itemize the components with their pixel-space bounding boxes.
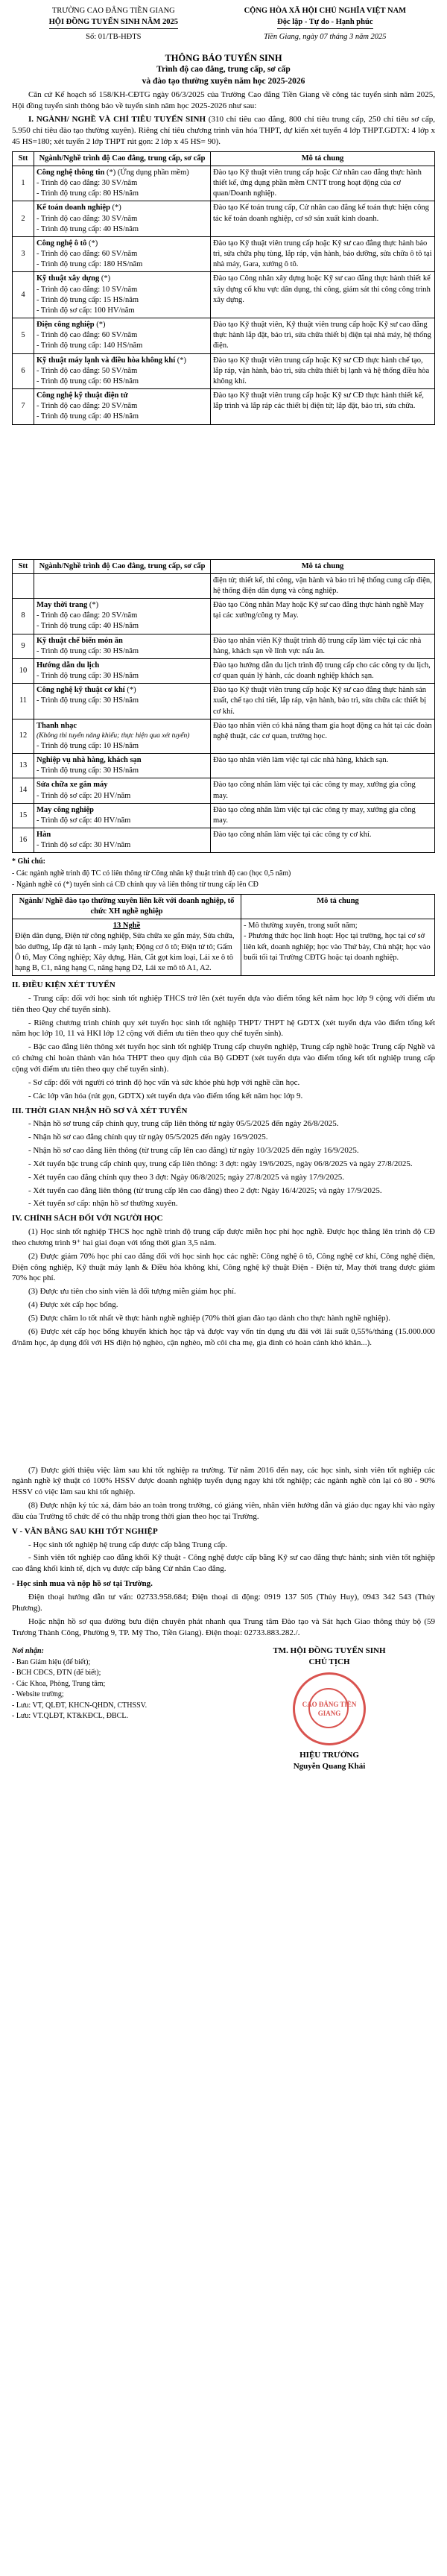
row-description: Đào tạo Kỹ thuật viên trung cấp hoặc Kỹ sư CĐ thực hành chế tạo, lắp ráp, vận hành, bảo trì, sửa chữa thiết bị lạnh và hệ thống điều hòa không khí. (211, 353, 435, 389)
program-quota: - Trình độ trung cấp: 140 HS/năm (37, 341, 143, 350)
row-description: Đào tạo Kỹ thuật viên trung cấp hoặc Kỹ sư cao đẳng thực hành sản xuất, chế tạo chi tiết, lắp ráp, vận hành, bảo trì, sửa chữa các thiết bị cơ khí. (211, 684, 435, 719)
program-name: Công nghệ kỹ thuật cơ khí (37, 686, 125, 695)
section-3-item: - Xét tuyển cao đẳng chính quy theo 3 đợt: Ngày 06/8/2025; ngày 27/8/2025 và ngày 17/9/2025. (28, 1172, 345, 1182)
row-description: Đào tạo công nhân làm việc tại các công ty may, xưởng gia công may. (211, 803, 435, 828)
row-stt: 1 (13, 166, 34, 201)
table-row (13, 778, 435, 803)
program-quota: - Trình độ trung cấp: 30 HS/năm (37, 672, 139, 681)
program-name: May thời trang (37, 601, 88, 610)
header-stt: Stt (13, 151, 34, 166)
recipient: - Các Khoa, Phòng, Trung tâm; (12, 1679, 106, 1688)
program-extra: (*) (127, 686, 136, 695)
program-extra: (*) (89, 601, 99, 610)
table-row-continued (13, 573, 435, 598)
row-stt: 3 (13, 236, 34, 272)
section-5-item: - Sinh viên tốt nghiệp cao đẳng khối Kỹ thuật - Công nghệ được cấp bằng Kỹ sư cao đẳng thực hành; sinh viên tốt nghiệp cao đẳng khối kinh tế, dịch vụ được cấp bằng Cử nhân Cao đẳng. (12, 1553, 435, 1574)
section-4-item: (7) Được giới thiệu việc làm sau khi tốt nghiệp ra trường. Từ năm 2016 đến nay, các học sinh, sinh viên tốt nghiệp các ngành nghề kỹ thuật có 100% HSSV được doanh nghiệp tuyển dụng ngay khi tốt nghiệp; các ngành nghề còn lại có 80 - 90% HSSV có việc làm sau khi tốt nghiệp. (12, 1465, 435, 1497)
program-extra: (*) (177, 356, 187, 365)
note-line: - Ngành nghề có (*) tuyển sinh cả CĐ chính quy và liên thông từ trung cấp lên CĐ (12, 881, 259, 889)
program-quota: - Trình độ cao đẳng: 10 SV/năm (37, 285, 138, 294)
header-program: Ngành/Nghề trình độ Cao đẳng, trung cấp, sơ cấp (34, 151, 211, 166)
program-quota: - Trình độ trung cấp: 60 HS/năm (37, 377, 139, 385)
section-1 (12, 114, 435, 148)
row-program (34, 753, 211, 778)
notes-heading (12, 857, 435, 867)
document-number: Số: 01/TB-HĐTS (86, 33, 142, 42)
notice-subtitle-1: Trình độ cao đẳng, trung cấp, sơ cấp (156, 65, 291, 75)
program-quota: - Trình độ trung cấp: 40 HS/năm (37, 622, 139, 631)
page-break-space (12, 429, 435, 555)
section-4-heading: IV. CHÍNH SÁCH ĐỐI VỚI NGƯỜI HỌC (12, 1214, 163, 1224)
table-row (13, 803, 435, 828)
program-name: Nghiệp vụ nhà hàng, khách sạn (37, 755, 142, 764)
program-name: Công nghệ kỹ thuật điện tử (37, 391, 128, 400)
section-4-item: (6) Được xét cấp học bổng khuyến khích học tập và được vay vốn tín dụng ưu đãi với lãi suất 0,55%/tháng (15.000.000 đ/năm học, áp dụng đối với HS điện hộ nghèo, cận nghèo, mồ côi cha mẹ, gia đình có hoàn cảnh khó khăn...). (12, 1326, 435, 1347)
program-quota: - Trình độ trung cấp: 80 HS/năm (37, 189, 139, 198)
program-quota: - Trình độ trung cấp: 30 HS/năm (37, 696, 139, 705)
description-line: - Phương thức học linh hoạt: Học tại trường, học tại cơ sở liên kết, doanh nghiệp; học vào Thứ bảy, Chủ nhật; học vào buổi tối tại Trường CĐTG hoặc tại doanh nghiệp. (244, 932, 431, 962)
program-name: Hướng dẫn du lịch (37, 661, 100, 670)
contact-phones: Điện thoại hướng dẫn tư vấn: 02733.958.684; Điện thoại di động: 0919 137 505 (Thủy Huy), 0943 342 543 (Thủy Phương). (12, 1592, 435, 1613)
row-description: Đào tạo hướng dẫn du lịch trình độ trung cấp cho các công ty du lịch, cơ quan quản lý hành, các doanh nghiệp khách sạn. (211, 658, 435, 683)
section-4-item: (8) Được nhận ký túc xá, đảm bảo an toàn trong trường, có giảng viên, nhân viên hướng dẫn và giáo dục ngay khi vào ngày đầu của Trường tổ chức để có thu nhập trong thời gian theo học tại Trường. (12, 1501, 435, 1521)
section-4-item: (1) Học sinh tốt nghiệp THCS học nghề trình độ trung cấp được miễn học phí học nghề. Được học thẳng lên trình độ CĐ theo chương trình 9⁺ hai giai đoạn với tổng thời gian 3,5 năm. (12, 1227, 435, 1247)
stamp-text: CAO ĐẲNG TIỀN GIANG (302, 1701, 357, 1718)
section-5-item: - Học sinh tốt nghiệp hệ trung cấp được cấp bằng Trung cấp. (28, 1540, 227, 1549)
program-name: Kỹ thuật xây dựng (37, 274, 100, 283)
table-row (13, 828, 435, 853)
table-row (13, 684, 435, 719)
table-row (13, 634, 435, 658)
program-name: Công nghệ ô tô (37, 239, 87, 248)
program-extra: (*) (Ứng dụng phần mềm) (106, 168, 189, 177)
program-extra: (*) (112, 204, 121, 212)
national-title: CỘNG HÒA XÃ HỘI CHỦ NGHĨA VIỆT NAM (244, 7, 407, 15)
row-description: Đào tạo Kế toán trung cấp, Cử nhân cao đẳng kế toán thực hiện công tác kế toán doanh nghiệp, cơ sở sản xuất kinh doanh. (211, 201, 435, 237)
row-description: Đào tạo Kỹ thuật viên trung cấp hoặc Kỹ sư cao đẳng thực hành bảo trì, sửa chữa phụ tùng, lắp ráp, vận hành, bảo dưỡng, sửa chữa ô tô tại nhà máy, Gara, xưởng ô tô. (211, 236, 435, 272)
program-quota: - Trình độ sơ cấp: 30 HV/năm (37, 841, 131, 850)
row-stt: 15 (13, 803, 34, 828)
row-stt: 4 (13, 272, 34, 318)
recipient: - Lưu: VT, QLĐT, KHCN-QHDN, CTHSSV. (12, 1701, 148, 1710)
section-3-item: - Xét tuyển bậc trung cấp chính quy, trung cấp liên thông: 3 đợt: ngày 19/6/2025, ngày 06/8/2025 và ngày 27/8/2025. (28, 1159, 413, 1168)
signature-block (12, 1646, 435, 1772)
table-row (13, 318, 435, 354)
program-extra: (*) (101, 274, 111, 283)
program-quota: - Trình độ trung cấp: 30 HS/năm (37, 766, 139, 775)
row-description: Đào tạo nhân viên có khả năng tham gia hoạt động ca hát tại các đoàn nghệ thuật, các cơ quan, trường học. (211, 719, 435, 753)
school-name: TRƯỜNG CAO ĐẲNG TIỀN GIANG (51, 7, 175, 15)
row-description: điện tử; thiết kế, thi công, vận hành và bảo trì hệ thống cung cấp điện, hệ thống điện dân dụng và công nghiệp. (211, 573, 435, 598)
program-name: Sửa chữa xe gắn máy (37, 781, 108, 790)
program-quota: - Trình độ sơ cấp: 100 HV/năm (37, 306, 135, 315)
program-quota: - Trình độ cao đẳng: 60 SV/năm (37, 250, 138, 259)
row-program (34, 634, 211, 658)
row-stt: 11 (13, 684, 34, 719)
table-row (13, 201, 435, 237)
row-program (34, 719, 211, 753)
section-2-heading: II. ĐIỀU KIỆN XÉT TUYỂN (12, 980, 115, 990)
row-program (34, 166, 211, 201)
header-stt: Stt (13, 559, 34, 573)
table-row (13, 919, 435, 976)
table-row (13, 753, 435, 778)
program-name: Thanh nhạc (37, 721, 77, 730)
section-6-heading: - Học sinh mua và nộp hồ sơ tại Trường. (12, 1579, 153, 1589)
section-4-item: (2) Được giảm 70% học phí cao đẳng đối với học sinh học các nghề: Công nghệ ô tô, Công nghệ cơ khí, Công nghệ điện, Điện công nghiệp, Kỹ thuật máy lạnh & Điều hòa không khí, Công nghệ kỹ thuật Điện - Điện tử, May thời trang được giảm 70% học phí. (12, 1251, 435, 1283)
official-stamp-icon (293, 1672, 366, 1745)
signatory (224, 1646, 435, 1772)
table-row (13, 166, 435, 201)
recipients-list (12, 1646, 203, 1772)
row-program (34, 599, 211, 634)
section-1-body: (310 chỉ tiêu cao đẳng, 800 chỉ tiêu trung cấp, 250 chỉ tiêu sơ cấp, 5.950 chỉ tiêu đào tạo thường xuyên). Riêng chỉ tiêu chương trình văn hóa THPT, dự kiến xét tuyển 4 lớp THPT.GDTX: 4 lớp x 45 HS=180; xét tuyển 2 lớp THPT rút gọn: 2 lớp x 45 HS= 90). (12, 115, 435, 146)
row-description: Đào tạo Công nhân xây dựng hoặc Kỹ sư cao đẳng thực hành thiết kế xây dựng cố khu vực dân dụng, thi công, giám sát thi công công trình xây dựng. (211, 272, 435, 318)
signatory-position: HIỆU TRƯỞNG (299, 1751, 359, 1760)
section-2-item: - Riêng chương trình chính quy xét tuyển học sinh tốt nghiệp THPT/ THPT hệ GDTX (xét tuyển dựa vào điểm tổng kết năm học lớp 10, 11 và HKI lớp 12 cộng với điểm ưu tiên theo quy chế tuyển sinh). (12, 1018, 435, 1039)
national-motto: Độc lập - Tự do - Hạnh phúc (277, 17, 372, 29)
recipient: - Ban Giám hiệu (để biết); (12, 1657, 91, 1666)
program-name: Kỹ thuật chế biến món ăn (37, 636, 123, 645)
program-quota: - Trình độ trung cấp: 40 HS/năm (37, 224, 139, 233)
row-description (241, 919, 435, 976)
row-description: Đào tạo Công nhân May hoặc Kỹ sư cao đẳng thực hành nghề May tại các xưởng/công ty May. (211, 599, 435, 634)
program-quota: - Trình độ trung cấp: 10 HS/năm (37, 741, 139, 750)
row-program (34, 803, 211, 828)
row-stt: 12 (13, 719, 34, 753)
row-program (34, 353, 211, 389)
table-row (13, 353, 435, 389)
section-2-item: - Các lớp văn hóa (rút gọn, GDTX) xét tuyển dựa vào điểm tổng kết năm học lớp 9. (28, 1091, 303, 1100)
letterhead (12, 6, 435, 43)
signatory-title: CHỦ TỊCH (308, 1657, 350, 1667)
header-program: Ngành/Nghề trình độ Cao đẳng, trung cấp, sơ cấp (34, 559, 211, 573)
council-name: HỘI ĐỒNG TUYỂN SINH NĂM 2025 (49, 17, 178, 29)
signatory-role: TM. HỘI ĐỒNG TUYỂN SINH (273, 1646, 386, 1656)
program-name: Kỹ thuật máy lạnh và điều hòa không khí (37, 356, 176, 365)
notice-page (12, 0, 435, 1778)
letterhead-left (12, 6, 215, 43)
header-description: Mô tả chung (211, 559, 435, 573)
program-quota: - Trình độ trung cấp: 30 HS/năm (37, 646, 139, 655)
row-program (34, 272, 211, 318)
recipient: - Lưu: VT.QLĐT, KT&KĐCL, ĐBCL. (12, 1712, 128, 1721)
program-quota: - Trình độ trung cấp: 40 HS/năm (37, 412, 139, 421)
intro-paragraph: Căn cứ Kế hoạch số 158/KH-CĐTG ngày 06/3/2025 của Trường Cao đẳng Tiền Giang về công tác tuyển sinh năm 2025, Hội đồng tuyển sinh thông báo về tuyển sinh năm học 2025-2026 như sau: (12, 90, 435, 111)
programs-table-2 (12, 559, 435, 854)
program-name: Hàn (37, 831, 51, 840)
program-quota: - Trình độ cao đẳng: 20 SV/năm (37, 611, 138, 620)
section-4-item: (3) Được ưu tiên cho sinh viên là đối tượng miễn giảm học phí. (28, 1287, 236, 1297)
section-2-item: - Sơ cấp: đối với người có trình độ học vấn và sức khỏe phù hợp với nghề cần học. (28, 1077, 300, 1087)
row-stt: 16 (13, 828, 34, 853)
row-program (34, 201, 211, 237)
recipient: - Website trường; (12, 1690, 64, 1699)
row-program (34, 828, 211, 853)
row-program (13, 919, 241, 976)
signatory-name: Nguyễn Quang Khải (293, 1761, 366, 1771)
section-2-item: - Trung cấp: đối với học sinh tốt nghiệp THCS trở lên (xét tuyển dựa vào điểm tổng kết năm học lớp 9 cộng với điểm ưu tiên theo Quy chế tuyển sinh). (12, 993, 435, 1014)
table-header (13, 151, 435, 166)
table-header (13, 894, 435, 919)
recipient: - BCH CĐCS, ĐTN (để biết); (12, 1669, 101, 1678)
row-program (34, 389, 211, 425)
section-4-item: (5) Được chăm lo tốt nhất về thực hành nghề nghiệp (70% thời gian đào tạo dành cho thực hành nghề nghiệp). (28, 1314, 390, 1323)
table-row (13, 236, 435, 272)
table-header (13, 559, 435, 573)
row-program (34, 318, 211, 354)
letterhead-right (215, 6, 435, 43)
header-description: Mô tả chung (211, 151, 435, 166)
section-3-item: - Xét tuyển sơ cấp: nhận hồ sơ thường xuyên. (28, 1199, 178, 1209)
program-name: Điện công nghiệp (37, 321, 95, 330)
row-stt: 14 (13, 778, 34, 803)
page-break-space (12, 1351, 435, 1463)
row-description: Đào tạo nhân viên làm việc tại các nhà hàng, khách sạn. (211, 753, 435, 778)
row-description: Đào tạo công nhân làm việc tại các công ty cơ khí. (211, 828, 435, 853)
row-stt: 8 (13, 599, 34, 634)
row-program (34, 778, 211, 803)
row-stt: 2 (13, 201, 34, 237)
table-row (13, 719, 435, 753)
section-5-heading: V - VĂN BẰNG SAU KHI TỐT NGHIỆP (12, 1526, 158, 1536)
program-quota: - Trình độ sơ cấp: 20 HV/năm (37, 791, 131, 800)
row-description: Đào tạo công nhân làm việc tại các công ty may, xưởng gia công may. (211, 778, 435, 803)
row-program (34, 236, 211, 272)
row-stt: 5 (13, 318, 34, 354)
header-description: Mô tả chung (241, 894, 435, 919)
section-1-heading: I. NGÀNH/ NGHỀ VÀ CHỈ TIÊU TUYỂN SINH (28, 115, 206, 125)
program-quota: - Trình độ cao đẳng: 30 SV/năm (37, 178, 138, 187)
program-quota: - Trình độ trung cấp: 180 HS/năm (37, 260, 143, 269)
recipients-title: Nơi nhận: (12, 1647, 44, 1656)
row-stt: 10 (13, 658, 34, 683)
row-program (34, 684, 211, 719)
table-row (13, 658, 435, 683)
row-description: Đào tạo Kỹ thuật viên trung cấp hoặc Kỹ sư CĐ thực hành thiết kế, lắp trình và lắp ráp các thiết bị điện tử; lắp đặt, bảo trì, sửa chữa. (211, 389, 435, 425)
program-list: Điện dân dụng, Điện tử công nghiệp, Sửa chữa xe gắn máy, Sửa chữa, bảo dưỡng, lắp đặt tủ lạnh - máy lạnh; Động cơ ô tô; Điện tử tô; Gấm Ô tô, May Công nghiệp; Xây dựng, Hàn, Cắt gọt kim loại, Lái xe ô tô hạng B, C1, nâng hạng C, nâng hạng D2, Lái xe mô tô A1, A2. (15, 932, 235, 972)
table-row (13, 389, 435, 425)
program-name: Kế toán doanh nghiệp (37, 204, 110, 212)
program-name: Công nghệ thông tin (37, 168, 105, 177)
issue-date: Tiền Giang, ngày 07 tháng 3 năm 2025 (264, 33, 387, 42)
row-stt: 13 (13, 753, 34, 778)
notes-label: * Ghi chú: (12, 857, 46, 866)
program-extra: (*) (96, 321, 106, 330)
table-row (13, 272, 435, 318)
program-extra: (Không thi tuyển năng khiếu; thực hiện qua xét tuyển) (37, 732, 190, 740)
row-program (34, 658, 211, 683)
program-quota: - Trình độ cao đẳng: 50 SV/năm (37, 366, 138, 375)
row-stt: 9 (13, 634, 34, 658)
program-quota: - Trình độ cao đẳng: 20 SV/năm (37, 402, 138, 411)
row-description: Đào tạo nhân viên Kỹ thuật trình độ trung cấp làm việc tại các nhà hàng, khách sạn về lĩnh vực nấu ăn. (211, 634, 435, 658)
note-line: - Các ngành nghề trình độ TC có liên thông từ Công nhân kỹ thuật trình độ cao (học 0,5 năm) (12, 869, 291, 878)
description-line: - Mô thường xuyên, trong suốt năm; (244, 922, 358, 930)
section-3-item: - Nhận hồ sơ cao đẳng liên thông (từ trung cấp lên cao đẳng) từ ngày 10/3/2025 đến ngày 16/9/2025. (28, 1146, 359, 1156)
notice-subtitle-2: và đào tạo thường xuyên năm học 2025-2026 (142, 76, 305, 86)
table-row (13, 599, 435, 634)
program-name: May công nghiệp (37, 805, 95, 814)
section-3-item: - Xét tuyển cao đẳng liên thông (từ trung cấp lên cao đẳng) theo 2 đợt: Ngày 16/4/2025; và ngày 17/9/2025. (28, 1185, 382, 1195)
program-quota: - Trình độ trung cấp: 15 HS/năm (37, 295, 139, 304)
program-extra: (*) (89, 239, 98, 248)
row-stt: 7 (13, 389, 34, 425)
section-2-item: - Bậc cao đẳng liên thông xét tuyển học sinh tốt nghiệp Trung cấp chuyên nghiệp, Trung cấp nghề hoặc Trung cấp Nghề và có chứng chỉ hoàn thành văn hóa THPT theo quy định của Bộ GDĐT (xét tuyển dựa vào điểm tổng kết tốt nghiệp trung cấp cộng với điểm ưu tiên theo quy chế tuyển sinh). (12, 1042, 435, 1074)
section-3-item: - Nhận hồ sơ trung cấp chính quy, trung cấp liên thông từ ngày 05/5/2025 đến ngày 26/8/2025. (28, 1119, 339, 1129)
row-description: Đào tạo Kỹ thuật viên, Kỹ thuật viên trung cấp hoặc Kỹ sư cao đẳng thực hành lắp đặt, bảo trì, sửa chữa thiết bị điện tại nhà máy, hệ thống điện. (211, 318, 435, 354)
programs-table-1 (12, 151, 435, 425)
notice-title: THÔNG BÁO TUYỂN SINH (165, 52, 282, 63)
program-quota: - Trình độ sơ cấp: 40 HV/năm (37, 816, 131, 825)
section-4-item: (4) Được xét cấp học bổng. (28, 1300, 118, 1310)
program-quota: - Trình độ cao đẳng: 30 SV/năm (37, 214, 138, 223)
header-program: Ngành/ Nghề đào tạo thường xuyên liên kết với doanh nghiệp, tổ chức XH nghề nghiệp (13, 894, 241, 919)
row-description: Đào tạo Kỹ thuật viên trung cấp hoặc Cử nhân cao đẳng thực hành thiết kế, ứng dụng phần mềm CNTT trong hoạt động của cơ quan/Doanh nghiệp. (211, 166, 435, 201)
program-quota: - Trình độ cao đẳng: 60 SV/năm (37, 331, 138, 340)
contact-post: Hoặc nhận hồ sơ qua đường bưu điện chuyên phát nhanh qua Trung tâm Đào tạo và Sát hạch Giao thông thủy bộ (59 Trương Thành Công, Phường 9, TP. Mỹ Tho, Tiền Giang). Điện thoại: 02733.883.282./. (12, 1616, 435, 1637)
continuing-education-table (12, 894, 435, 976)
section-3-heading: III. THỜI GIAN NHẬN HỒ SƠ VÀ XÉT TUYỂN (12, 1106, 188, 1115)
row-stt: 6 (13, 353, 34, 389)
section-3-item: - Nhận hồ sơ cao đẳng chính quy từ ngày 05/5/2025 đến ngày 16/9/2025. (28, 1133, 268, 1142)
program-count: 13 Nghề (112, 922, 141, 930)
